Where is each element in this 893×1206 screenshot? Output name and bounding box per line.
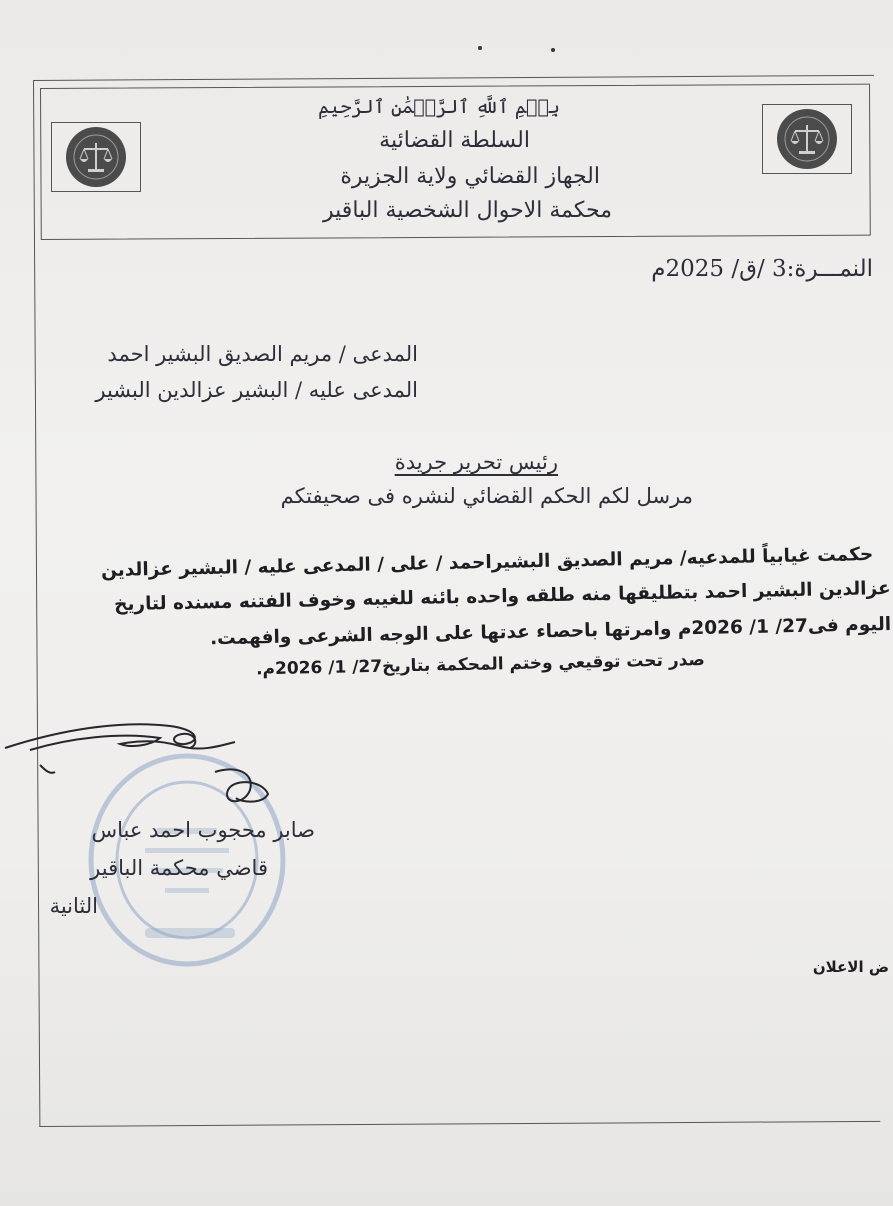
- addressee-message: مرسل لكم الحكم القضائي لنشره فى صحيفتكم: [280, 484, 693, 508]
- judge-name: صابر محجوب احمد عباس: [91, 818, 315, 842]
- authority-name: السلطة القضائية: [379, 128, 530, 153]
- defendant-line: المدعى عليه / البشير عزالدين البشير: [95, 378, 418, 402]
- footer-note: ض الاعلان: [812, 958, 889, 976]
- judgment-line-1: حكمت غيابياً للمدعيه/ مريم الصديق البشيراحمد / على / المدعى عليه / البشير عزالدين: [100, 544, 874, 582]
- judge-qualifier: الثانية: [49, 894, 98, 918]
- court-name: محكمة الاحوال الشخصية الباقير: [323, 198, 612, 223]
- judge-signature-icon: [0, 710, 300, 830]
- judgment-line-3: اليوم فى27/ 1/ 2026م وامرتها باحصاء عدتها على الوجه الشرعى وافهمت.: [209, 614, 892, 650]
- right-emblem-box: [762, 104, 852, 174]
- addressee-title: رئيس تحرير جريدة: [394, 450, 558, 474]
- left-emblem-box: [51, 122, 141, 192]
- judgment-line-4: صدر تحت توقيعي وختم المحكمة بتاريخ27/ 1/ 2026م.: [255, 650, 706, 680]
- department-name: الجهاز القضائي ولاية الجزيرة: [340, 164, 600, 189]
- ink-dot: [551, 48, 555, 52]
- court-emblem-icon: [60, 125, 132, 189]
- plaintiff-line: المدعى / مريم الصديق البشير احمد: [107, 342, 418, 366]
- ink-dot: [478, 46, 482, 50]
- reference-number: النمـــرة:3 /ق/ 2025م: [651, 256, 873, 282]
- court-emblem-icon: [771, 107, 843, 171]
- judgment-line-2: عزالدين البشير احمد بتطليقها منه طلقه واحده بائنه للغيبه وخوف الفتنه مسنده لتاريخ: [114, 578, 892, 616]
- judge-title: قاضي محكمة الباقير: [90, 856, 268, 880]
- basmala: بِسۡمِ ٱللَّهِ ٱلرَّحۡمَٰنِ ٱلرَّحِيمِ: [318, 96, 560, 118]
